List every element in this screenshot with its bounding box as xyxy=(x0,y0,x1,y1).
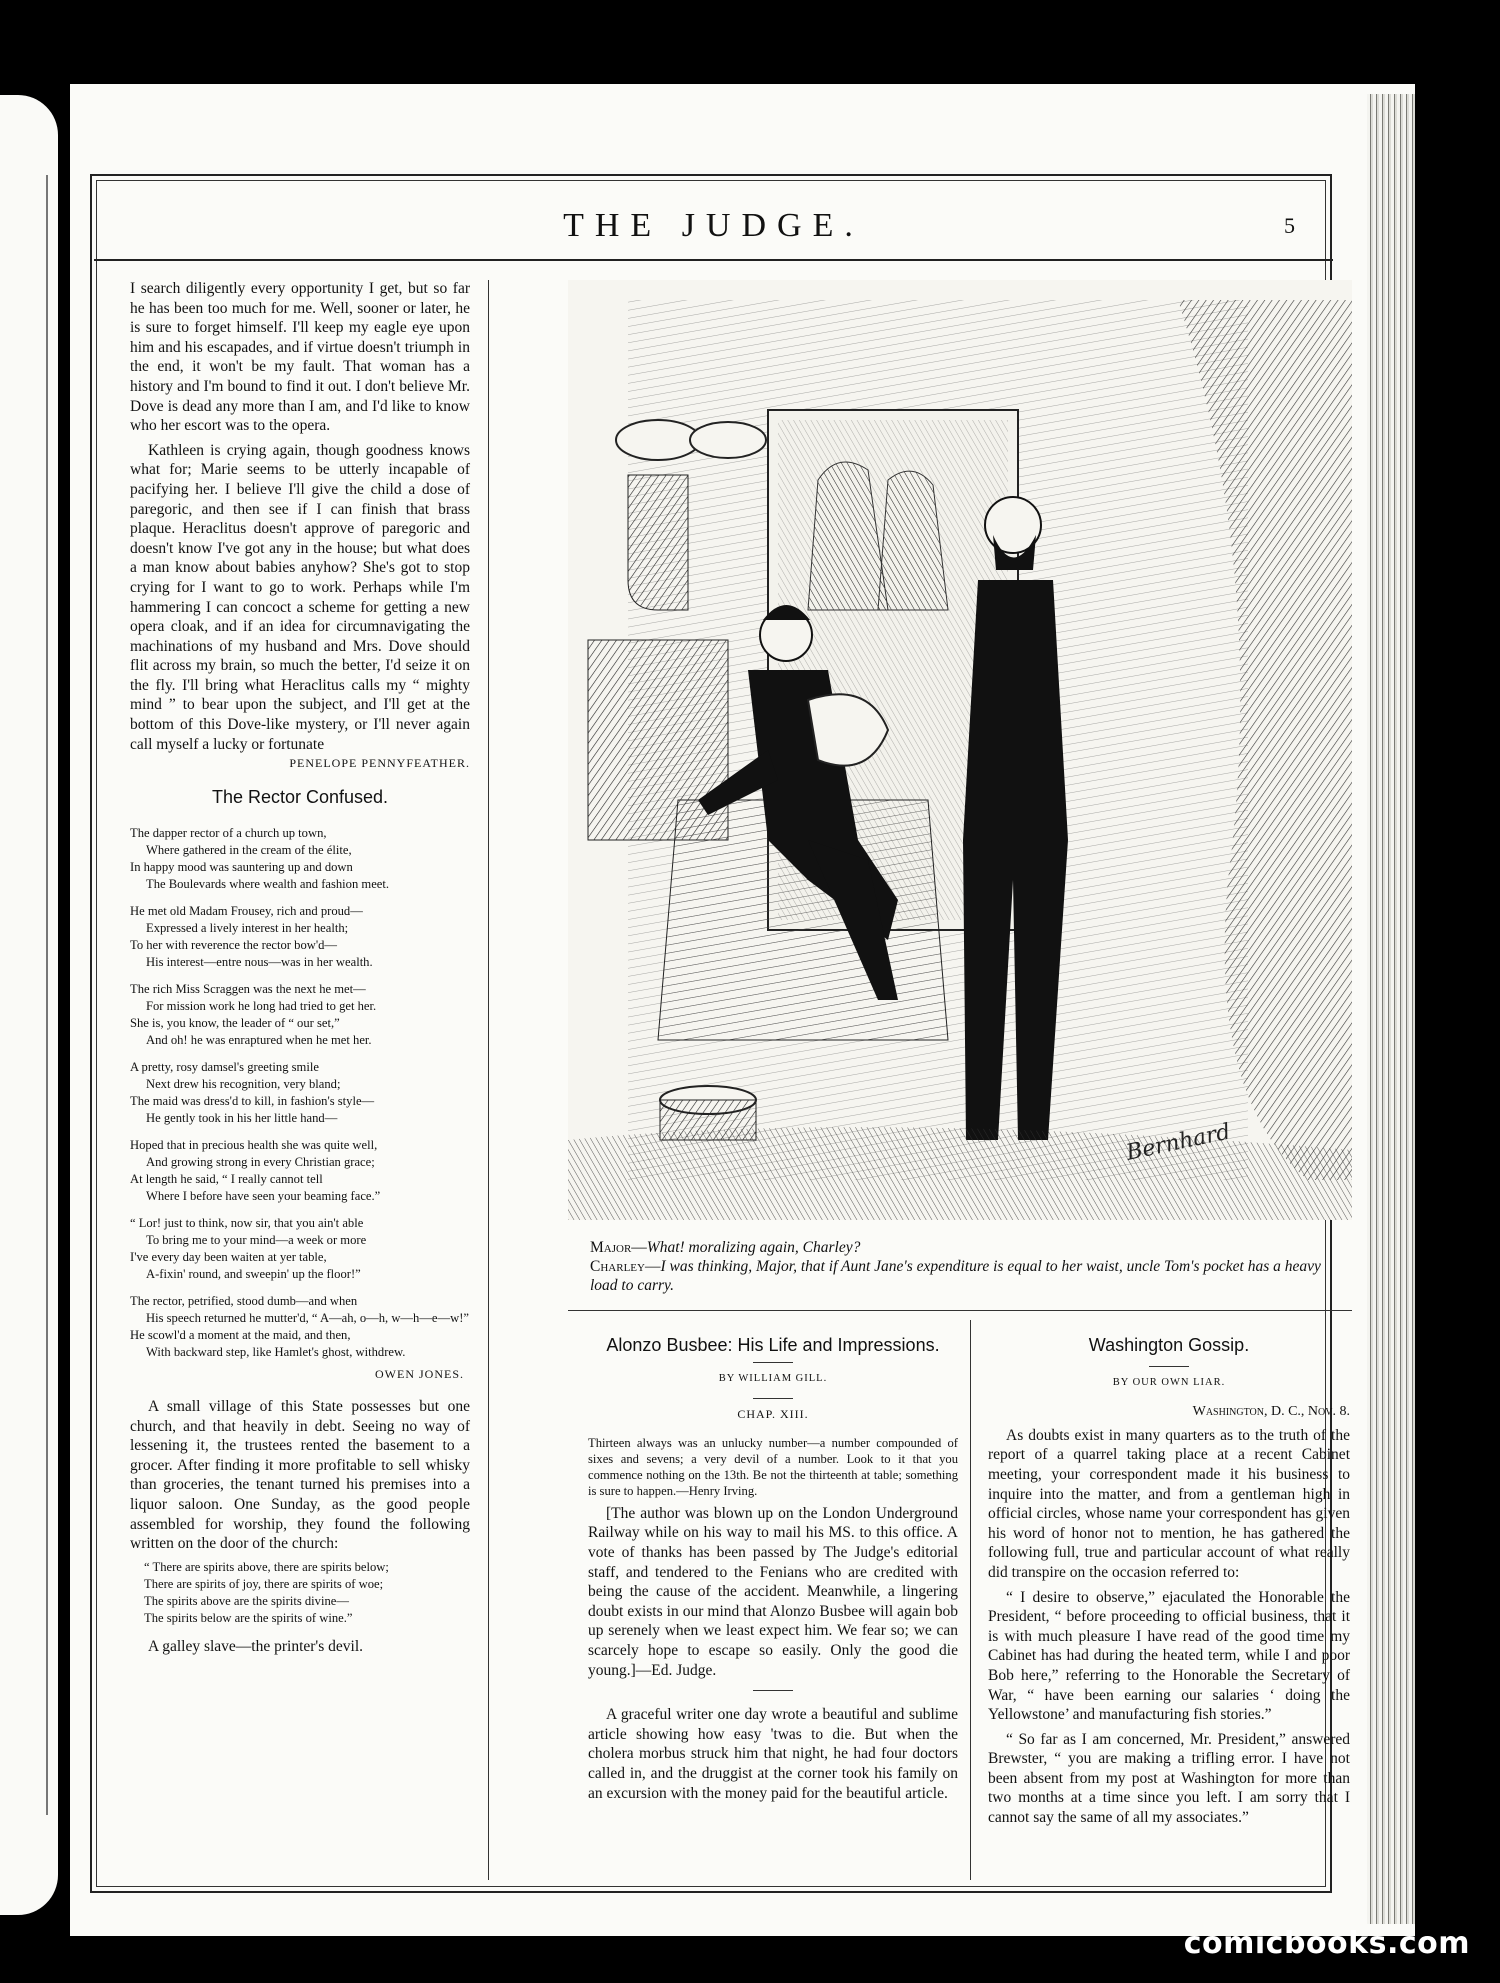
lamp-globe xyxy=(616,420,700,460)
poem-stanza xyxy=(130,1137,470,1205)
poem-stanza xyxy=(130,825,470,893)
poem-line: The rector, petrified, stood dumb—and when xyxy=(130,1294,358,1309)
page-stack-edge xyxy=(1367,94,1415,1924)
poem-line: He scowl'd a moment at the maid, and then, xyxy=(130,1328,351,1343)
cartoon-caption xyxy=(590,1238,1350,1295)
editor-note: [The author was blown up on the London Underground Railway while on his way to mail his MS. to this office. A vote of thanks has been passed by The Judge's editorial staff, and tendered to the Fenians who are credited with being the cause of the accident. Meanwhile, a lingering doubt exists in our mind that Alonzo Busbee will again bob up serenely when we least expect him. We fear so; we can scarcely hope to escape so easily. Only the good die young.]—Ed. Judge. xyxy=(588,1504,958,1679)
story-continuation: I search diligently every opportunity I get, but so far he has been too much for me. Well, sooner or later, he is sure to forget himself. I'll keep my eagle eye upon him and his escapades, and if virtue doesn't triumph in the end, it won't be my fault. That woman has a history and I'm bound to find it out. I don't believe Mr. Dove is dead any more than I am, and I'd like to know who her escort was to the opera. xyxy=(130,280,470,435)
article-title-busbee: Alonzo Busbee: His Life and Impressions. xyxy=(606,1335,940,1355)
poem-line: His interest—entre nous—was in her wealth. xyxy=(146,955,373,970)
poem-line: With backward step, like Hamlet's ghost, withdrew. xyxy=(146,1345,406,1360)
author-signature: PENELOPE PENNYFEATHER. xyxy=(289,756,470,771)
poem-line: I've every day been waiten at yer table, xyxy=(130,1250,327,1265)
byline-busbee: BY WILLIAM GILL. xyxy=(718,1372,828,1384)
poem-line: And growing strong in every Christian grace; xyxy=(146,1155,375,1170)
byline-washington: BY OUR OWN LIAR. xyxy=(1112,1376,1226,1388)
article-title-washington: Washington Gossip. xyxy=(1088,1335,1250,1355)
caption-rule xyxy=(568,1310,1352,1311)
story-paragraph: Kathleen is crying again, though goodness knows what for; Marie seems to be utterly incapable of pacifying her. I believe I'll give the child a dose of paregoric, and then see if I can finish that brass plaque. Heraclitus doesn't approve of paregoric and doesn't know I've got any in the house; but what does a man know about babies anyhow? She's got to stop crying for I want to go to work. Perhaps while I'm hammering I can concoct a scheme for getting a new opera cloak, and if an idea for circumnavigating the machinations of my husband and Mrs. Dove should flit across my brain, so much the better, I'd seize it on the fly. I'll bring what Heraclitus calls my “ mighty mind ” to bear upon the subject, and I'll get at the bottom of this Dove-like mystery, or I'll never again call myself a lucky or fortunate PENELOPE PENNYFEATHER. xyxy=(130,441,470,755)
poem-line: Expressed a lively interest in her health; xyxy=(146,921,349,936)
poem-line: Where I before have seen your beaming face.” xyxy=(146,1189,381,1204)
poem-line: And oh! he was enraptured when he met her. xyxy=(146,1033,372,1048)
artist-signature: Bernhard xyxy=(1124,1119,1233,1166)
poem-line: A pretty, rosy damsel's greeting smile xyxy=(130,1060,319,1075)
door-verse xyxy=(130,1559,470,1627)
anecdote-paragraph: A small village of this State possesses but one church, and that heavily in debt. Seeing no way of lessening it, the trustees rented the basement to a grocer. After finding it more profitable to sell whisky than groceries, the tenant turned his premises into a liquor saloon. One Sunday, as the good people assembled for worship, they found the following written on the door of the church: xyxy=(130,1398,470,1553)
poem-line: His speech returned he mutter'd, “ A—ah, o—h, w—h—e—w!” xyxy=(146,1311,469,1326)
column-rule xyxy=(970,1320,971,1880)
cartoon-illustration xyxy=(568,280,1352,1220)
poem-line: In happy mood was sauntering up and down xyxy=(130,860,353,875)
page-number: 5 xyxy=(1284,213,1295,238)
poem-line: Where gathered in the cream of the élite, xyxy=(146,843,352,858)
middle-column xyxy=(588,1336,958,1808)
poem-line: A-fixin' round, and sweepin' up the floor!” xyxy=(146,1267,361,1282)
poem-line: For mission work he long had tried to get her. xyxy=(146,999,377,1014)
chapter-epigraph: Thirteen always was an unlucky number—a number compounded of sixes and sevens; a very devil of a number. Look to it that you commence nothing on the 13th. Be not the thirteenth at table; something is sure to happen.—Henry Irving. xyxy=(588,1435,958,1498)
poem-stanza xyxy=(130,903,470,971)
poem-line: At length he said, “ I really cannot tell xyxy=(130,1172,323,1187)
poem-line: Next drew his recognition, very bland; xyxy=(146,1077,341,1092)
joke-line: A galley slave—the printer's devil. xyxy=(148,1637,364,1655)
right-column xyxy=(988,1336,1350,1833)
caption-line-charley: I was thinking, Major, that if Aunt Jane's expenditure is equal to her waist, uncle Tom's pocket has a heavy load to carry. xyxy=(590,1258,1321,1294)
poem-line: The Boulevards where wealth and fashion meet. xyxy=(146,877,390,892)
chapter-heading: CHAP. XIII. xyxy=(737,1407,809,1422)
poem-signature: OWEN JONES. xyxy=(375,1367,464,1382)
poem-line: He met old Madam Frousey, rich and proud— xyxy=(130,904,363,919)
speaker-charley: Charley— xyxy=(590,1258,661,1275)
poem-stanza xyxy=(130,981,470,1049)
washington-paragraph-1: As doubts exist in many quarters as to the truth of the report of a quarrel taking place at a recent Cabinet meeting, your correspondent made it his business to inquire into the matter, and from a gentleman high in official circles, whose name your correspondent has given his word of honor not to mention, he has gathered the following full, true and particular account of what really did transpire on the occasion referred to: xyxy=(988,1426,1350,1581)
poem-line: The dapper rector of a church up town, xyxy=(130,826,327,841)
poem-line: The maid was dress'd to kill, in fashion's style— xyxy=(130,1094,375,1109)
facing-page-edge xyxy=(0,95,58,1915)
verse-line: There are spirits of joy, there are spirits of woe; xyxy=(144,1576,384,1591)
speaker-major: Major— xyxy=(590,1239,647,1256)
washington-paragraph-2: “ I desire to observe,” ejaculated the Honorable the President, “ before proceeding to official business, that it is with much pleasure I have read of the good time my Cabinet has had during the heated term, while I and poor Bob here,” referring to the Honorable the Secretary of War, “ have been earning our salaries ‘ doing the Yellowstone’ and manufacturing fish stories.” xyxy=(988,1588,1350,1724)
washington-paragraph-3: “ So far as I am concerned, Mr. President,” answered Brewster, “ you are making a trifling error. I have not been absent from my post at Washington for more than two months at a time since you left. I am sorry that I cannot say the same of all my associates.” xyxy=(988,1730,1350,1827)
poem-title: The Rector Confused. xyxy=(211,786,389,807)
poem-line: To bring me to your mind—a week or more xyxy=(146,1233,367,1248)
dateline: Washington, D. C., Nov. 8. xyxy=(1192,1404,1350,1420)
poem xyxy=(130,825,470,1361)
poem-line: “ Lor! just to think, now sir, that you ain't able xyxy=(130,1216,364,1231)
poem-line: The rich Miss Scraggen was the next he met— xyxy=(130,982,366,997)
verse-line: The spirits below are the spirits of wine.” xyxy=(144,1610,353,1625)
poem-stanza xyxy=(130,1293,470,1361)
poem-stanza xyxy=(130,1059,470,1127)
column-rule xyxy=(488,280,489,1880)
vase xyxy=(628,475,688,610)
site-watermark: comicbooks.com xyxy=(1183,1926,1470,1961)
graceful-writer-paragraph: A graceful writer one day wrote a beautiful and sublime article showing how easy 'twas to die. But when the cholera morbus struck him that night, he had four doctors called in, and the druggist at the corner took his family on an excursion with the money paid for the beautiful article. xyxy=(588,1706,958,1802)
publication-title: THE JUDGE. xyxy=(563,207,864,244)
left-column xyxy=(130,279,470,1661)
poem-line: She is, you know, the leader of “ our set,” xyxy=(130,1016,340,1031)
poem-line: To her with reverence the rector bow'd— xyxy=(130,938,337,953)
verse-line: The spirits above are the spirits divine— xyxy=(144,1593,349,1608)
verse-line: “ There are spirits above, there are spirits below; xyxy=(144,1559,389,1574)
caption-line-major: What! moralizing again, Charley? xyxy=(646,1239,861,1256)
magazine-page xyxy=(70,84,1415,1936)
poem-line: He gently took in his her little hand— xyxy=(146,1111,338,1126)
poem-line: Hoped that in precious health she was quite well, xyxy=(130,1138,378,1153)
masthead xyxy=(94,199,1333,261)
poem-stanza xyxy=(130,1215,470,1283)
